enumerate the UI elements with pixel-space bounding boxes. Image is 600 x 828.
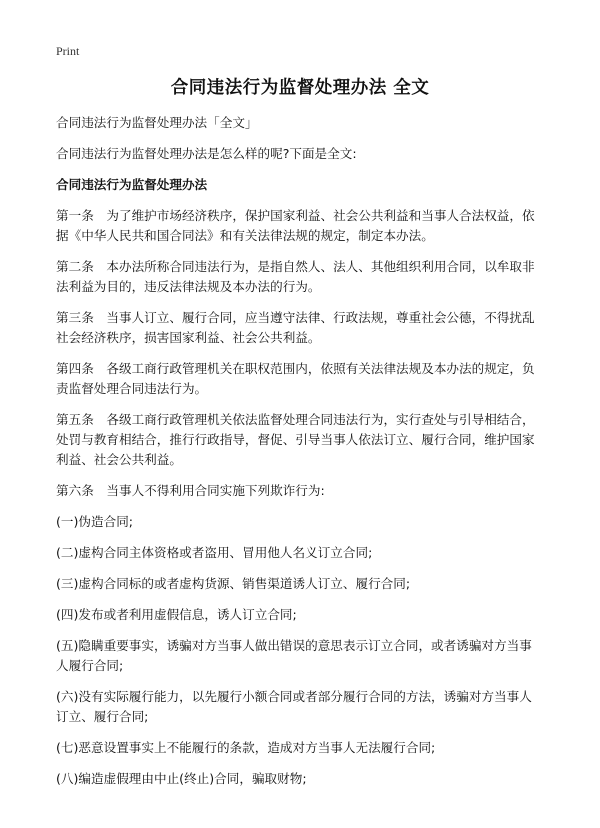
list-item-1: (一)伪造合同; [56,514,134,529]
intro-line: 合同违法行为监督处理办法「全文」 [56,115,258,130]
intro-question: 合同违法行为监督处理办法是怎么样的呢?下面是全文: [56,146,357,161]
article-5: 第五条 各级工商行政管理机关依法监督处理合同违法行为，实行查处与引导相结合，处罚与教育相结合，推行行政指导，督促、引导当事人依法订立、履行合同，维护国家利益、社会公共利益。 [56,412,535,467]
article-6: 第六条 当事人不得利用合同实施下列欺诈行为: [56,483,325,498]
section-heading: 合同违法行为监督处理办法 [56,177,208,192]
list-item-6: (六)没有实际履行能力，以先履行小额合同或者部分履行合同的方法，诱骗对方当事人订立、履行合同; [56,689,532,724]
list-item-5: (五)隐瞒重要事实，诱骗对方当事人做出错误的意思表示订立合同，或者诱骗对方当事人履行合同; [56,638,532,673]
print-link[interactable]: Print [56,44,80,58]
page-title: 合同违法行为监督处理办法 全文 [170,78,430,98]
list-item-7: (七)恶意设置事实上不能履行的条款，造成对方当事人无法履行合同; [56,740,436,755]
list-item-4: (四)发布或者利用虚假信息，诱人订立合同; [56,607,297,622]
article-2: 第二条 本办法所称合同违法行为，是指自然人、法人、其他组织利用合同，以牟取非法利益为目的，违反法律法规及本办法的行为。 [56,259,535,294]
list-item-2: (二)虚构合同主体资格或者盗用、冒用他人名义订立合同; [56,545,373,560]
article-4: 第四条 各级工商行政管理机关在职权范围内，依照有关法律法规及本办法的规定，负责监督处理合同违法行为。 [56,361,535,396]
list-item-8: (八)编造虚假理由中止(终止)合同，骗取财物; [56,771,307,786]
article-3: 第三条 当事人订立、履行合同，应当遵守法律、行政法规，尊重社会公德，不得扰乱社会经济秩序，损害国家利益、社会公共利益。 [56,310,535,345]
article-1: 第一条 为了维护市场经济秩序，保护国家利益、社会公共利益和当事人合法权益，依据《中华人民共和国合同法》和有关法律法规的规定，制定本办法。 [56,208,535,243]
list-item-3: (三)虚构合同标的或者虚构货源、销售渠道诱人订立、履行合同; [56,576,411,591]
